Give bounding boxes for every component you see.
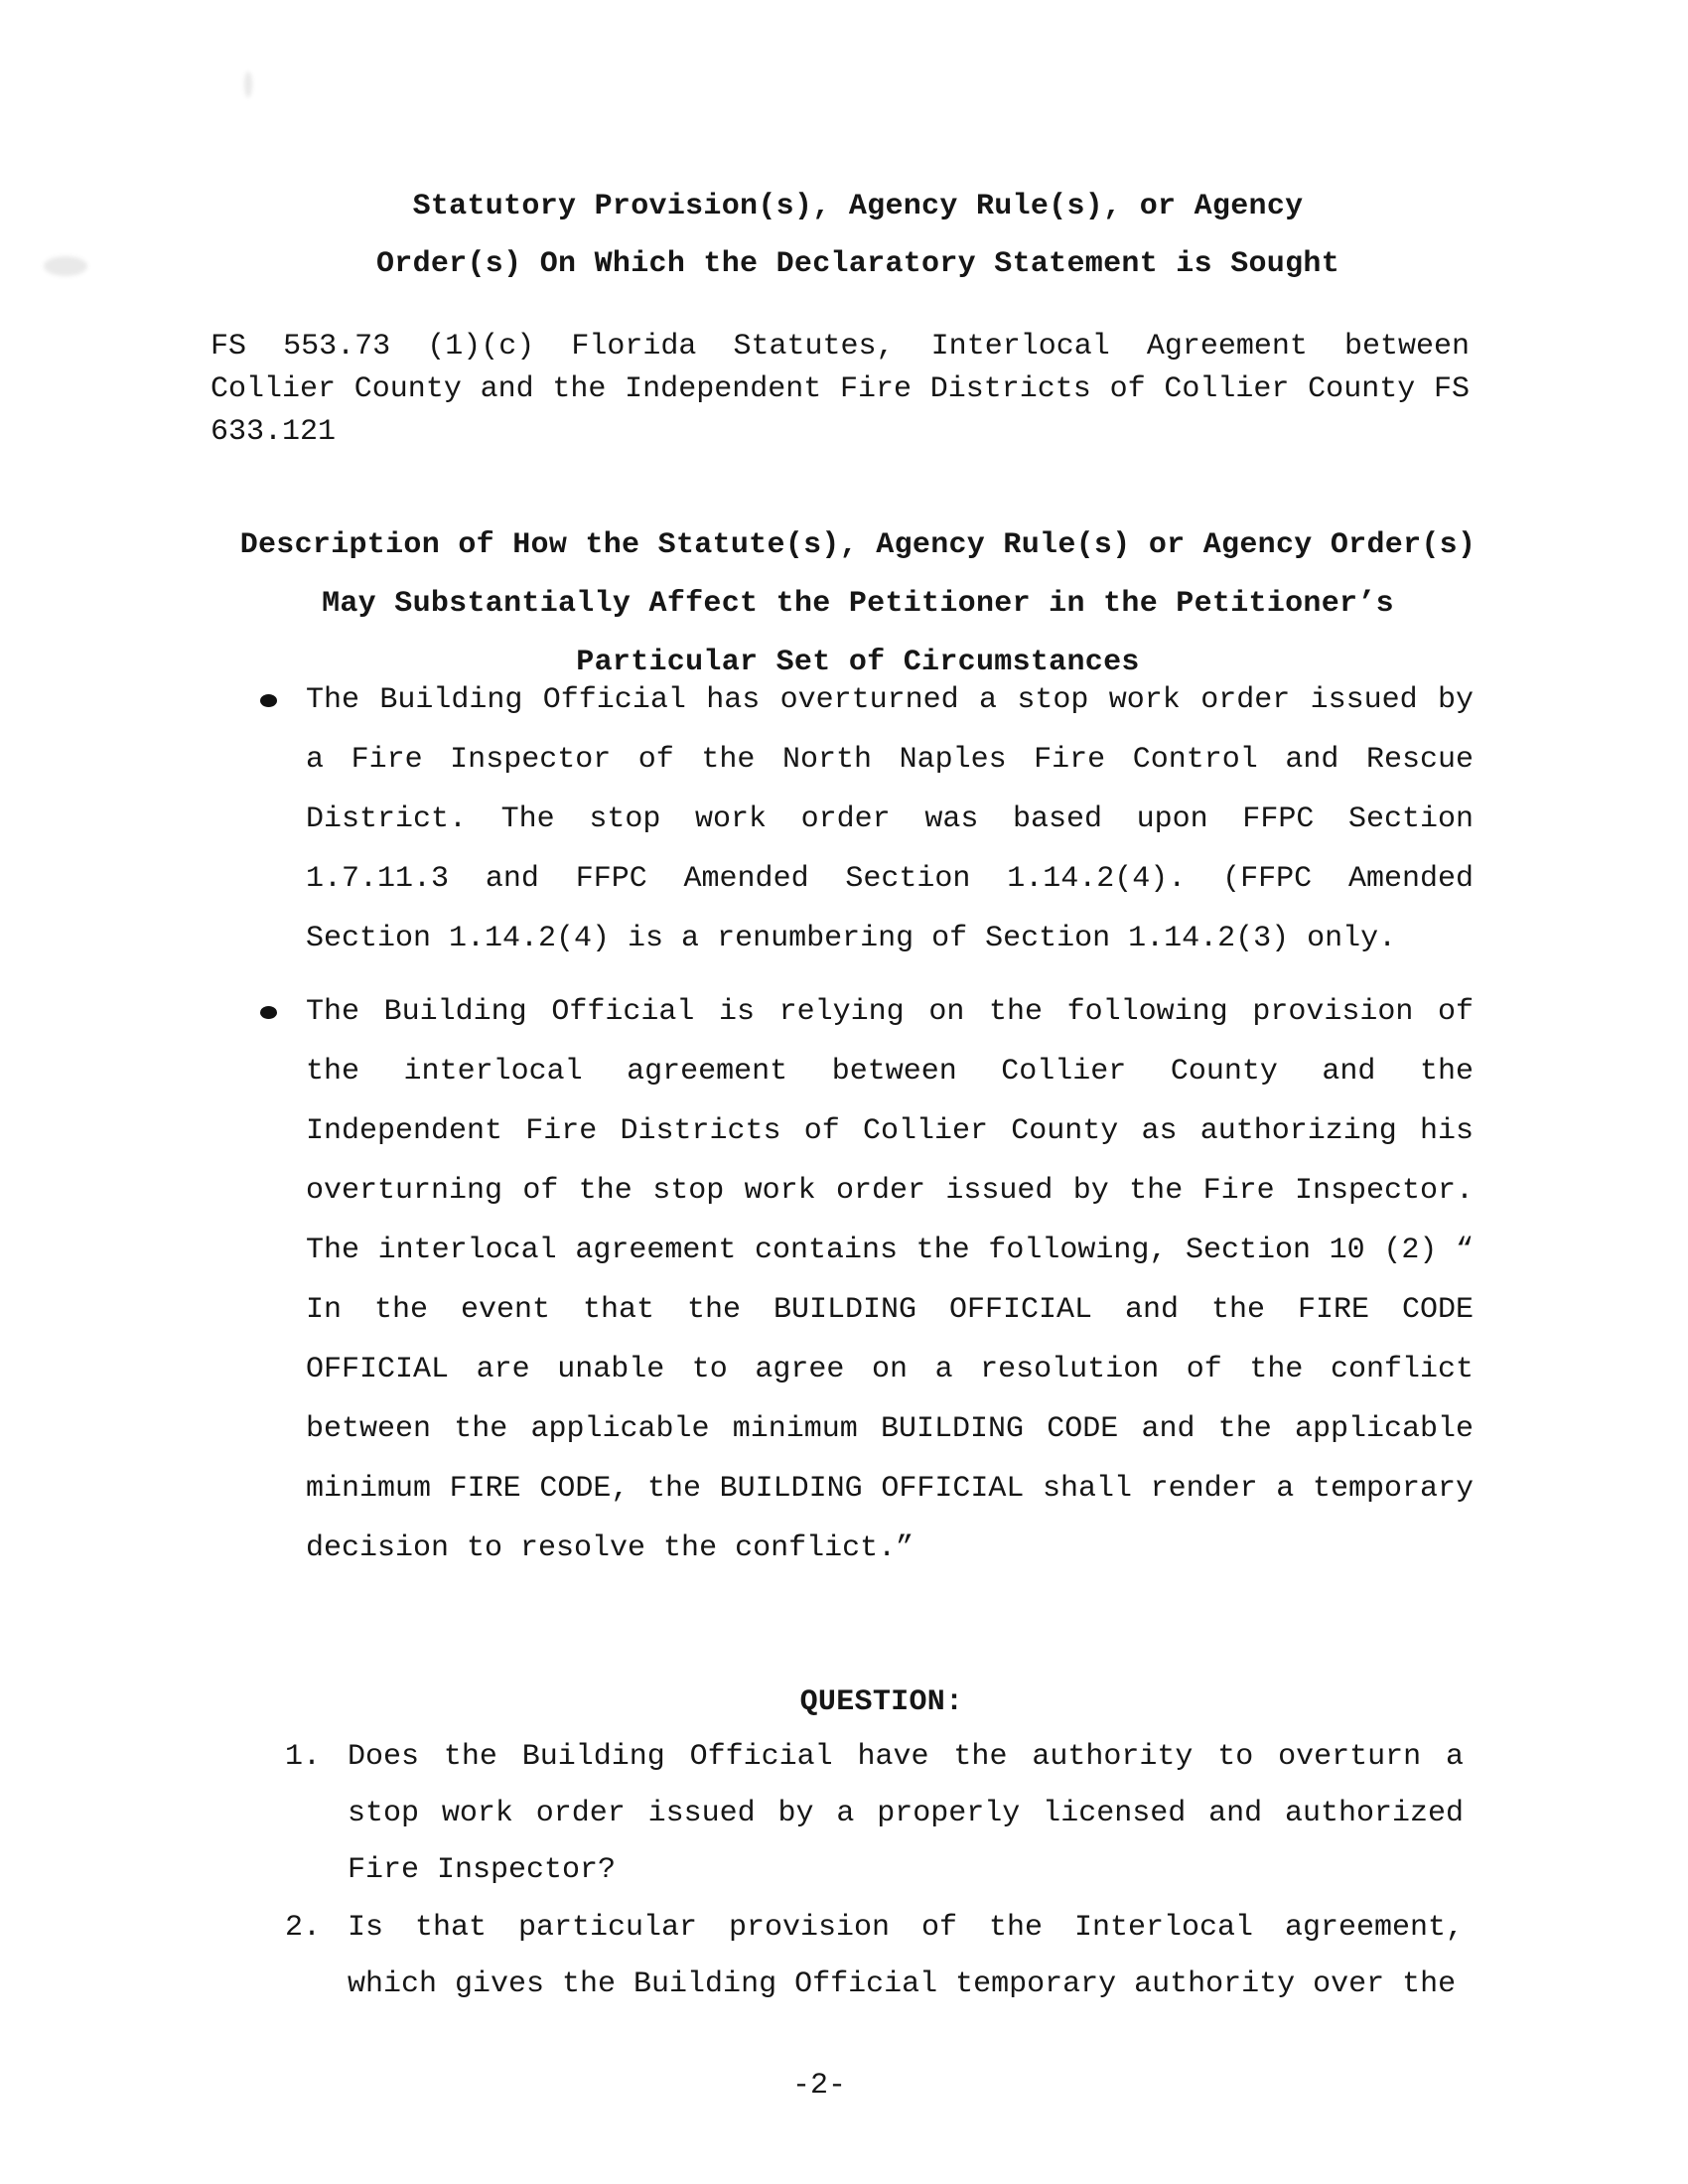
bullet-item bbox=[306, 982, 1474, 1578]
question-item bbox=[285, 1900, 1464, 2013]
question-heading: QUESTION: bbox=[799, 1685, 964, 1719]
scan-artifact bbox=[244, 72, 252, 97]
description-heading: Description of How the Statute(s), Agency Rule(s) or Agency Order(s) May Substantially Affect the Petitioner in the Petitioner’s Particular Set of Circumstances bbox=[239, 528, 1477, 679]
bullet-icon bbox=[260, 1006, 277, 1019]
bullet-text: The Building Official has overturned a stop work order issued by a Fire Inspector of the North Naples Fire Control and Rescue District. The stop work order was based upon FFPC Section 1.7.11.3 and FFPC Amended Section 1.14.2(4). (FFPC Amended Section 1.14.2(4) is a renumbering of Section 1.14.2(3) only. bbox=[306, 683, 1474, 955]
question-text: Is that particular provision of the Interlocal agreement, which gives the Building Official temporary authority over the bbox=[348, 1911, 1464, 2001]
question-item bbox=[285, 1729, 1464, 1899]
statutory-provisions-heading: Statutory Provision(s), Agency Rule(s), or Agency Order(s) On Which the Declaratory Statement is Sought bbox=[375, 190, 1340, 281]
bullet-icon bbox=[260, 694, 277, 707]
bullet-item bbox=[306, 670, 1474, 968]
statutory-provisions-body: FS 553.73 (1)(c) Florida Statutes, Interlocal Agreement between Collier County and the Independent Fire Districts of Collier County FS 633.121 bbox=[211, 330, 1470, 449]
question-text: Does the Building Official have the authority to overturn a stop work order issued by a properly licensed and authorized Fire Inspector? bbox=[348, 1740, 1464, 1887]
question-number: 1. bbox=[285, 1740, 322, 1774]
page-number: -2- bbox=[791, 2069, 846, 2103]
bullet-text: The Building Official is relying on the following provision of the interlocal agreement between Collier County and the Independent Fire Districts of Collier County as authorizing his overturning of the stop work order issued by the Fire Inspector. The interlocal agreement contains the following, Section 10 (2) “ In the event that the BUILDING OFFICIAL and the FIRE CODE OFFICIAL are unable to agree on a resolution of the conflict between the applicable minimum BUILDING CODE and the applicable minimum FIRE CODE, the BUILDING OFFICIAL shall render a temporary decision to resolve the conflict.” bbox=[306, 995, 1474, 1565]
scan-artifact bbox=[44, 256, 87, 276]
question-number: 2. bbox=[285, 1911, 322, 1945]
